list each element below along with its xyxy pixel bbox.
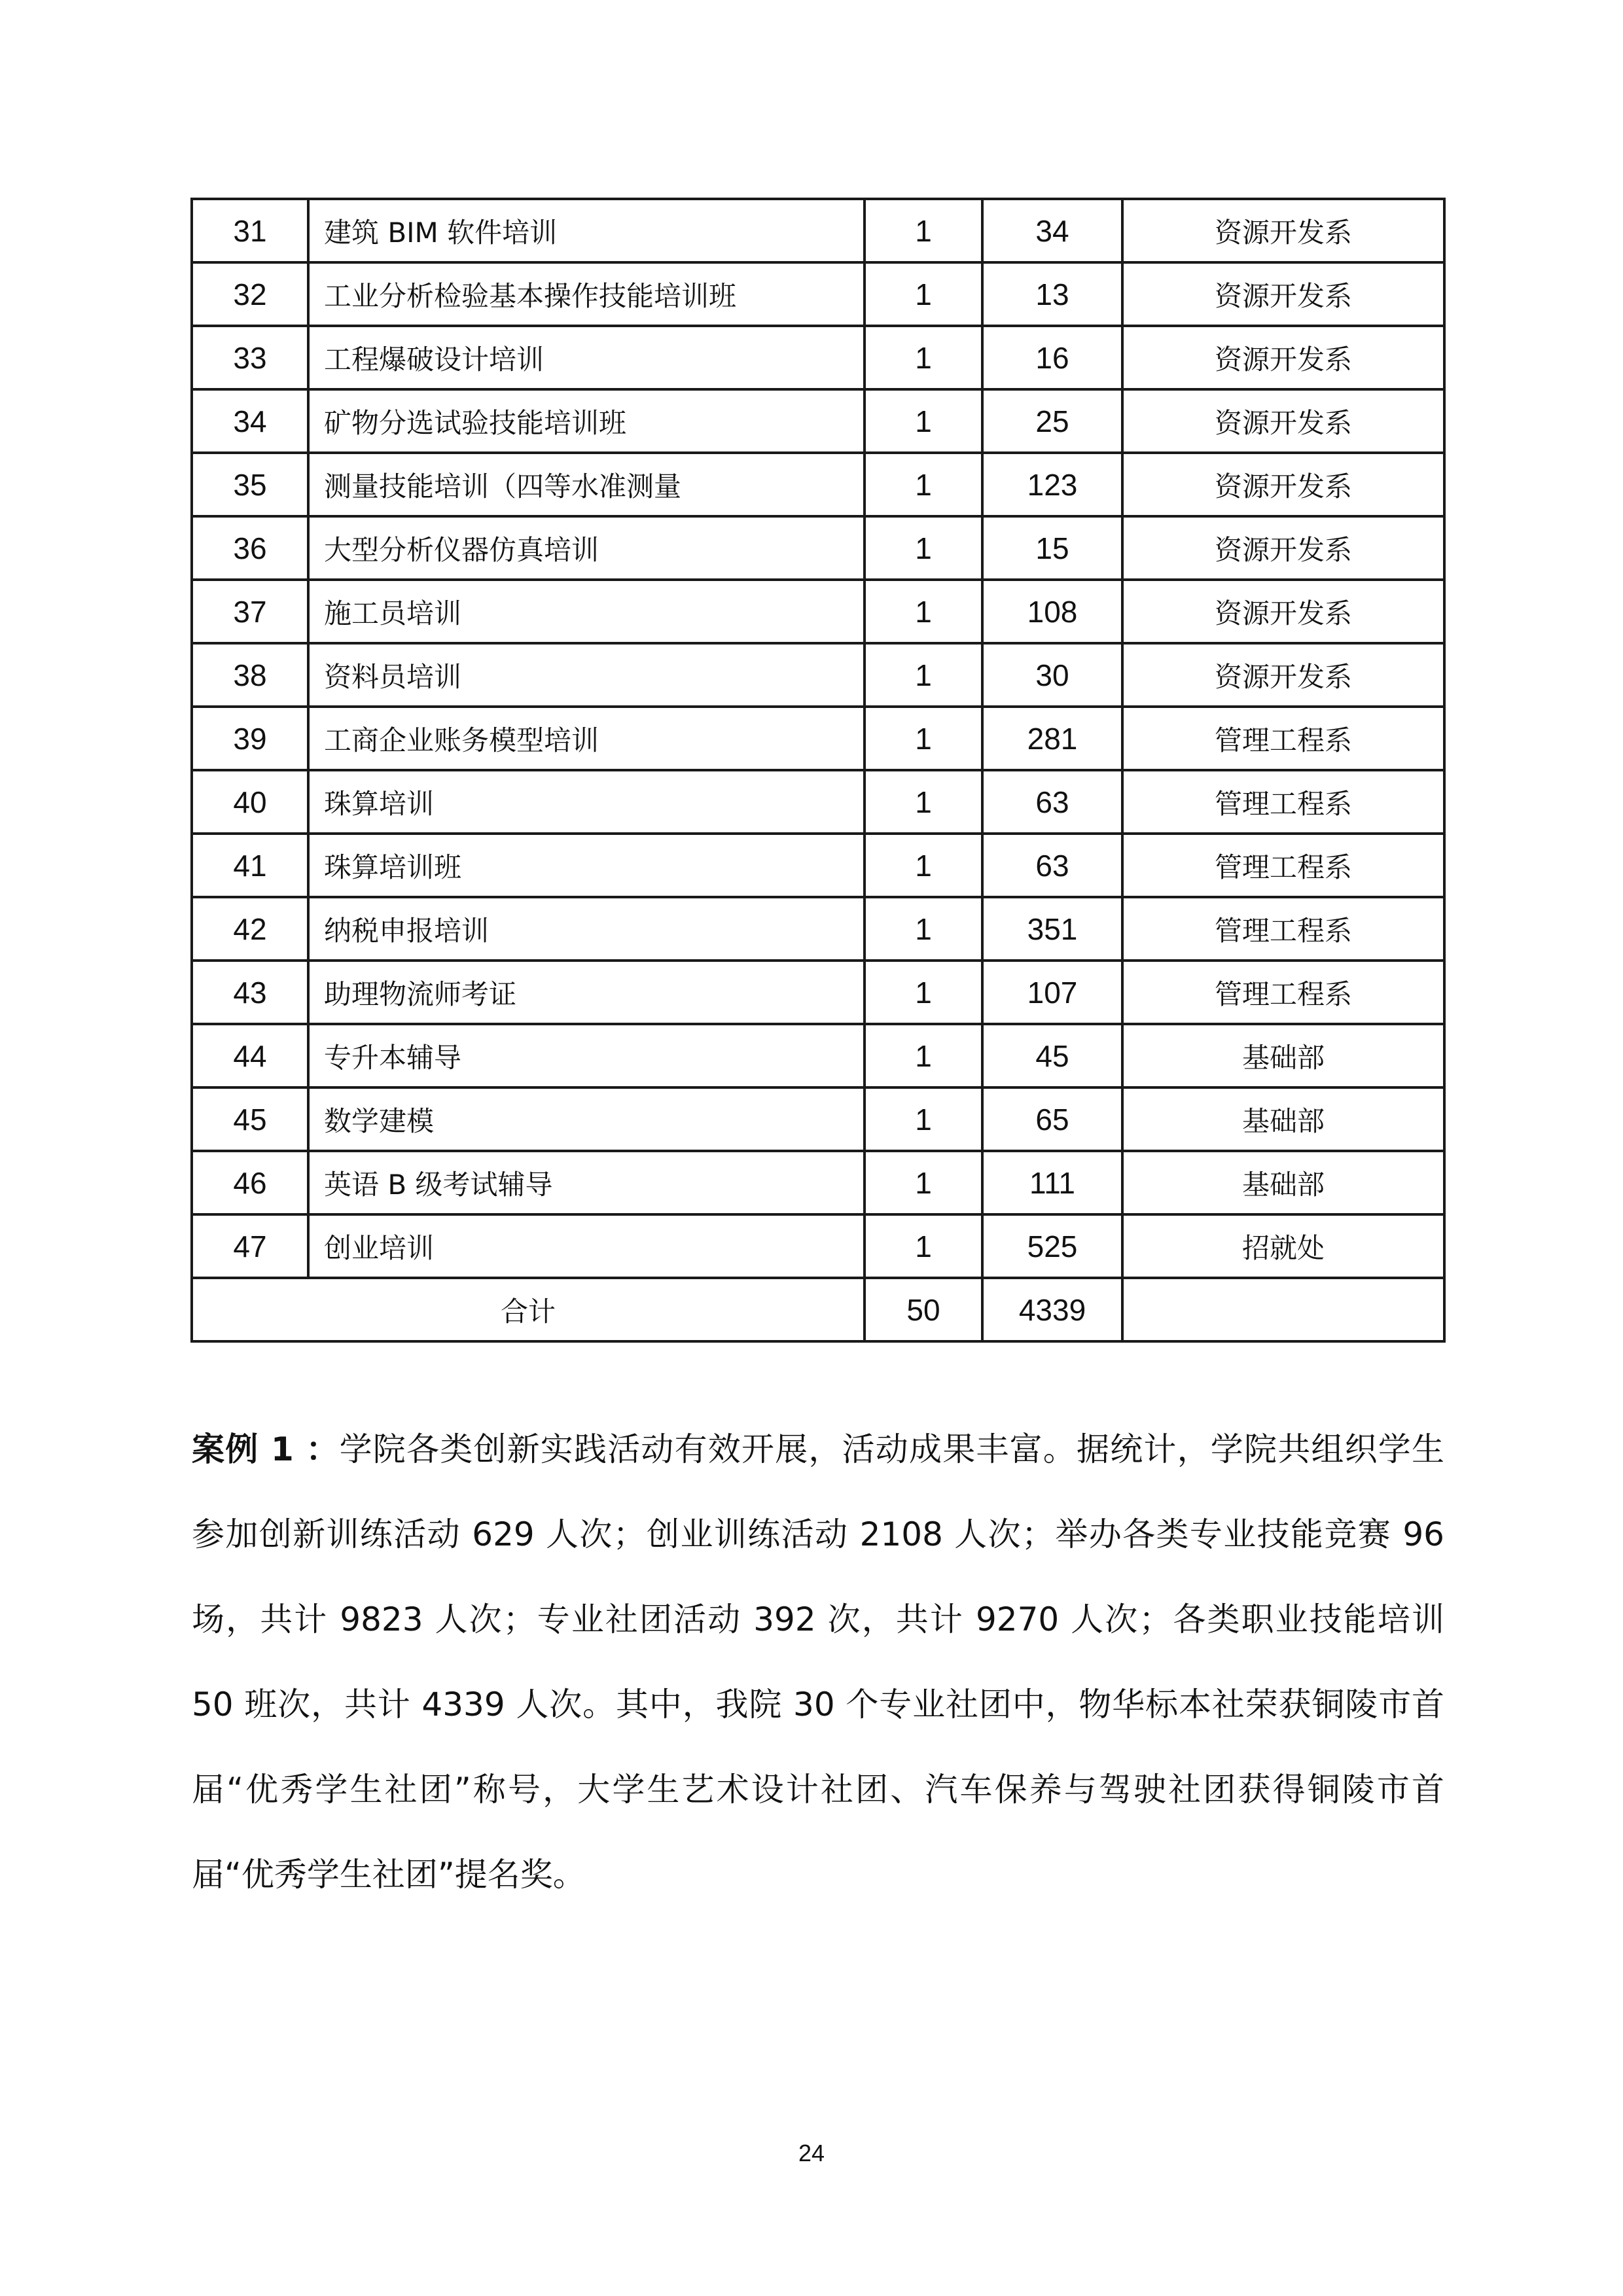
course-name: 珠算培训 (308, 770, 865, 834)
row-number: 40 (192, 770, 308, 834)
table-row (192, 1024, 1444, 1087)
table-row (192, 453, 1444, 516)
course-name: 大型分析仪器仿真培训 (308, 516, 865, 580)
table-row (192, 707, 1444, 770)
department: 管理工程系 (1122, 707, 1444, 770)
course-name: 珠算培训班 (308, 834, 865, 897)
row-number: 45 (192, 1087, 308, 1151)
row-number: 43 (192, 961, 308, 1024)
table-row (192, 1214, 1444, 1278)
table-row (192, 262, 1444, 326)
total-classes: 50 (865, 1278, 982, 1341)
department: 资源开发系 (1122, 643, 1444, 707)
people-count: 123 (982, 453, 1122, 516)
table-row (192, 389, 1444, 453)
class-count: 1 (865, 262, 982, 326)
table-row (192, 1087, 1444, 1151)
course-name: 建筑 BIM 软件培训 (308, 199, 865, 262)
table-row (192, 199, 1444, 262)
people-count: 25 (982, 389, 1122, 453)
table-row (192, 516, 1444, 580)
department: 基础部 (1122, 1151, 1444, 1214)
people-count: 16 (982, 326, 1122, 389)
people-count: 351 (982, 897, 1122, 961)
case-paragraph (192, 1407, 1444, 1917)
course-name: 工程爆破设计培训 (308, 326, 865, 389)
total-people: 4339 (982, 1278, 1122, 1341)
people-count: 34 (982, 199, 1122, 262)
department: 管理工程系 (1122, 770, 1444, 834)
class-count: 1 (865, 1024, 982, 1087)
class-count: 1 (865, 580, 982, 643)
people-count: 30 (982, 643, 1122, 707)
course-name: 资料员培训 (308, 643, 865, 707)
row-number: 46 (192, 1151, 308, 1214)
course-name: 英语 B 级考试辅导 (308, 1151, 865, 1214)
class-count: 1 (865, 516, 982, 580)
class-count: 1 (865, 453, 982, 516)
people-count: 13 (982, 262, 1122, 326)
department: 资源开发系 (1122, 262, 1444, 326)
row-number: 37 (192, 580, 308, 643)
class-count: 1 (865, 961, 982, 1024)
class-count: 1 (865, 1151, 982, 1214)
class-count: 1 (865, 834, 982, 897)
table-row (192, 1151, 1444, 1214)
class-count: 1 (865, 897, 982, 961)
department: 管理工程系 (1122, 834, 1444, 897)
table-row (192, 897, 1444, 961)
class-count: 1 (865, 707, 982, 770)
department: 资源开发系 (1122, 580, 1444, 643)
total-label: 合计 (192, 1278, 865, 1341)
row-number: 38 (192, 643, 308, 707)
people-count: 63 (982, 834, 1122, 897)
row-number: 35 (192, 453, 308, 516)
course-name: 工业分析检验基本操作技能培训班 (308, 262, 865, 326)
course-name: 数学建模 (308, 1087, 865, 1151)
department: 资源开发系 (1122, 389, 1444, 453)
department: 资源开发系 (1122, 453, 1444, 516)
class-count: 1 (865, 643, 982, 707)
people-count: 281 (982, 707, 1122, 770)
total-row (192, 1278, 1444, 1341)
department: 基础部 (1122, 1087, 1444, 1151)
department: 管理工程系 (1122, 961, 1444, 1024)
table-row (192, 643, 1444, 707)
people-count: 45 (982, 1024, 1122, 1087)
course-name: 工商企业账务模型培训 (308, 707, 865, 770)
row-number: 47 (192, 1214, 308, 1278)
department: 资源开发系 (1122, 326, 1444, 389)
class-count: 1 (865, 770, 982, 834)
department: 招就处 (1122, 1214, 1444, 1278)
class-count: 1 (865, 326, 982, 389)
row-number: 41 (192, 834, 308, 897)
training-table (190, 198, 1446, 1343)
table-row (192, 770, 1444, 834)
total-empty-cell (1122, 1278, 1444, 1341)
people-count: 111 (982, 1151, 1122, 1214)
table-row (192, 961, 1444, 1024)
row-number: 31 (192, 199, 308, 262)
row-number: 42 (192, 897, 308, 961)
class-count: 1 (865, 389, 982, 453)
table-row (192, 326, 1444, 389)
people-count: 63 (982, 770, 1122, 834)
people-count: 15 (982, 516, 1122, 580)
course-name: 专升本辅导 (308, 1024, 865, 1087)
class-count: 1 (865, 1214, 982, 1278)
course-name: 纳税申报培训 (308, 897, 865, 961)
people-count: 525 (982, 1214, 1122, 1278)
class-count: 1 (865, 199, 982, 262)
department: 基础部 (1122, 1024, 1444, 1087)
people-count: 108 (982, 580, 1122, 643)
row-number: 36 (192, 516, 308, 580)
course-name: 助理物流师考证 (308, 961, 865, 1024)
department: 管理工程系 (1122, 897, 1444, 961)
page-number: 24 (798, 2140, 825, 2166)
row-number: 33 (192, 326, 308, 389)
course-name: 测量技能培训（四等水准测量 (308, 453, 865, 516)
people-count: 65 (982, 1087, 1122, 1151)
department: 资源开发系 (1122, 516, 1444, 580)
case-lead: 案例 1 ： (192, 1430, 340, 1468)
row-number: 39 (192, 707, 308, 770)
people-count: 107 (982, 961, 1122, 1024)
table-row (192, 834, 1444, 897)
course-name: 施工员培训 (308, 580, 865, 643)
class-count: 1 (865, 1087, 982, 1151)
table-row (192, 580, 1444, 643)
row-number: 32 (192, 262, 308, 326)
course-name: 矿物分选试验技能培训班 (308, 389, 865, 453)
department: 资源开发系 (1122, 199, 1444, 262)
row-number: 34 (192, 389, 308, 453)
case-body: 学院各类创新实践活动有效开展，活动成果丰富。据统计，学院共组织学生参加创新训练活动 629 人次；创业训练活动 2108 人次；举办各类专业技能竞赛 96 场，共计 9823 人次；专业社团活动 392 次，共计 9270 人次；各类职业技能培训 50 班次，共计 4339 人次。其中，我院 30 个专业社团中，物华标本社荣获铜陵市首届“优秀学生社团”称号，大学生艺术设计社团、汽车保养与驾驶社团获得铜陵市首届“优秀学生社团”提名奖。 (192, 1430, 1444, 1894)
row-number: 44 (192, 1024, 308, 1087)
course-name: 创业培训 (308, 1214, 865, 1278)
